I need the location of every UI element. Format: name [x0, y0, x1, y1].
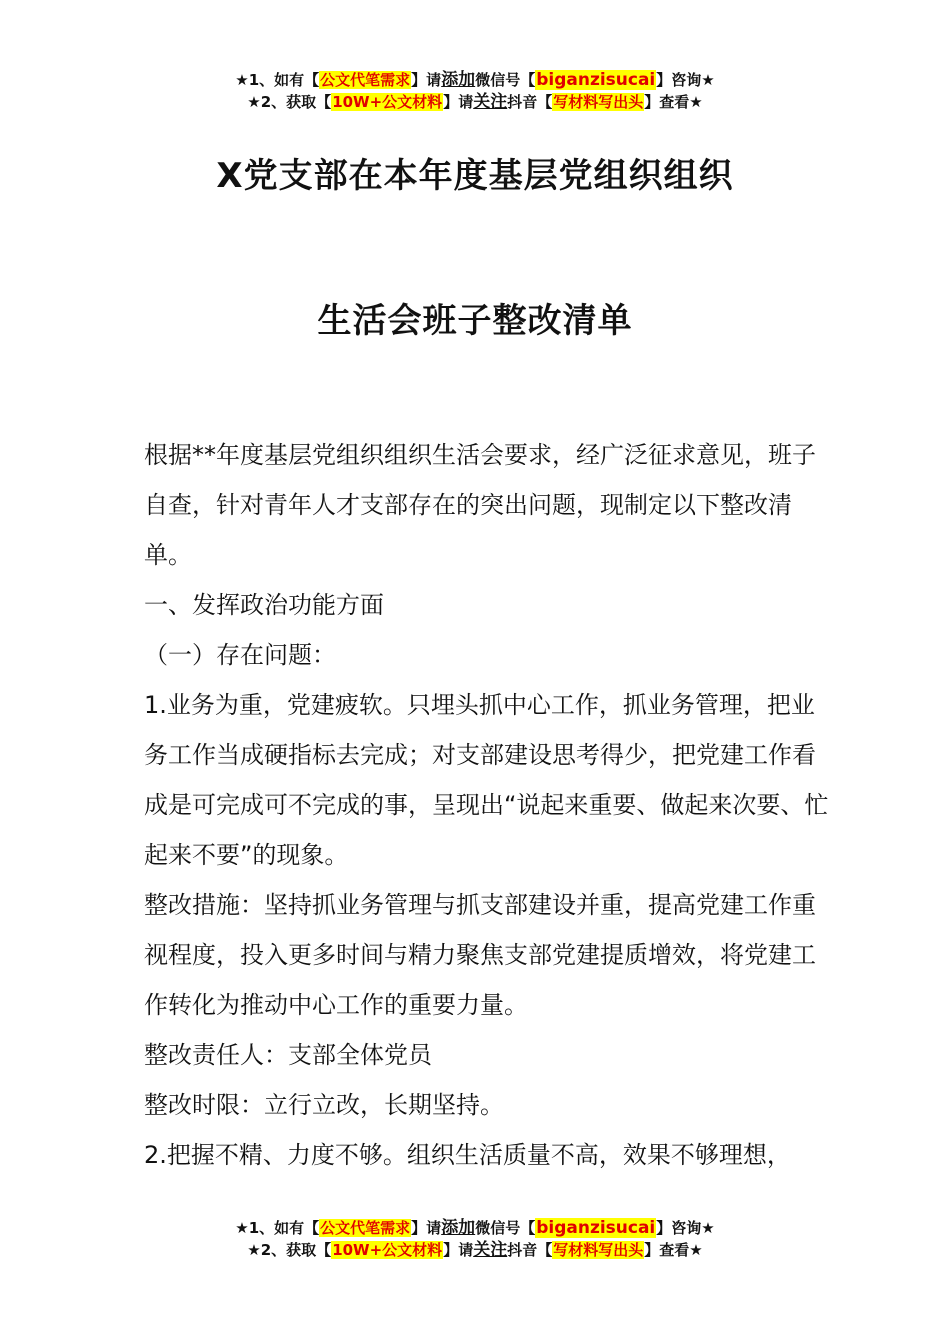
- banner-text: ★2、获取【: [247, 93, 332, 111]
- banner-text: ★2、获取【: [247, 1241, 332, 1259]
- banner-emphasis: 关注: [473, 1240, 508, 1260]
- intro-paragraph: 根据**年度基层党组织组织生活会要求，经广泛征求意见，班子自查，针对青年人才支部存在的突出问题，现制定以下整改清单。: [144, 441, 816, 569]
- banner-line-1: [0, 69, 950, 91]
- highlight-wechat-id: biganzisucai: [536, 1218, 656, 1238]
- banner-text: 抖音【: [507, 1241, 553, 1259]
- banner-text: ★1、如有【: [235, 71, 320, 89]
- highlight-service: 公文代笔需求: [320, 71, 411, 89]
- highlight-wechat-id: biganzisucai: [536, 70, 656, 90]
- banner-emphasis: 添加: [441, 70, 476, 90]
- highlight-materials: 10W+公文材料: [332, 93, 443, 111]
- banner-text: 】请: [443, 93, 474, 111]
- banner-text: 】咨询★: [656, 1219, 715, 1237]
- section-heading: 一、发挥政治功能方面: [144, 591, 384, 619]
- highlight-materials: 10W+公文材料: [332, 1241, 443, 1259]
- banner-line-2: [0, 91, 950, 113]
- document-body: [144, 430, 834, 1180]
- banner-text: ★1、如有【: [235, 1219, 320, 1237]
- banner-emphasis: 添加: [441, 1218, 476, 1238]
- banner-text: 】查看★: [644, 1241, 703, 1259]
- responsible-paragraph: 整改责任人：支部全体党员: [144, 1041, 432, 1069]
- banner-text: 】请: [411, 1219, 442, 1237]
- banner-text: 微信号【: [475, 1219, 536, 1237]
- issue-paragraph: 1.业务为重，党建疲软。只埋头抓中心工作，抓业务管理，把业务工作当成硬指标去完成；对支部建设思考得少，把党建工作看成是可完成可不完成的事，呈现出“说起来重要、做起来次要、忙起来不要”的现象。: [144, 691, 829, 869]
- footer-banner: [0, 1217, 950, 1261]
- banner-emphasis: 关注: [473, 92, 508, 112]
- header-banner: [0, 69, 950, 113]
- document-title-line-2: 生活会班子整改清单: [317, 301, 633, 341]
- measures-paragraph: 整改措施：坚持抓业务管理与抓支部建设并重，提高党建工作重视程度，投入更多时间与精力聚焦支部党建提质增效，将党建工作转化为推动中心工作的重要力量。: [144, 891, 816, 1019]
- banner-text: 抖音【: [507, 93, 553, 111]
- banner-text: 】请: [411, 71, 442, 89]
- banner-text: 微信号【: [475, 71, 536, 89]
- issue-paragraph: 2.把握不精、力度不够。组织生活质量不高，效果不够理想，: [144, 1141, 791, 1169]
- highlight-service: 公文代笔需求: [320, 1219, 411, 1237]
- banner-line-1: [0, 1217, 950, 1239]
- highlight-douyin-account: 写材料写出头: [553, 93, 644, 111]
- highlight-douyin-account: 写材料写出头: [553, 1241, 644, 1259]
- banner-text: 】咨询★: [656, 71, 715, 89]
- subsection-heading: （一）存在问题：: [144, 641, 336, 669]
- banner-text: 】查看★: [644, 93, 703, 111]
- banner-line-2: [0, 1239, 950, 1261]
- deadline-paragraph: 整改时限：立行立改，长期坚持。: [144, 1091, 504, 1119]
- banner-text: 】请: [443, 1241, 474, 1259]
- document-title-line-1: X党支部在本年度基层党组织组织: [216, 156, 734, 196]
